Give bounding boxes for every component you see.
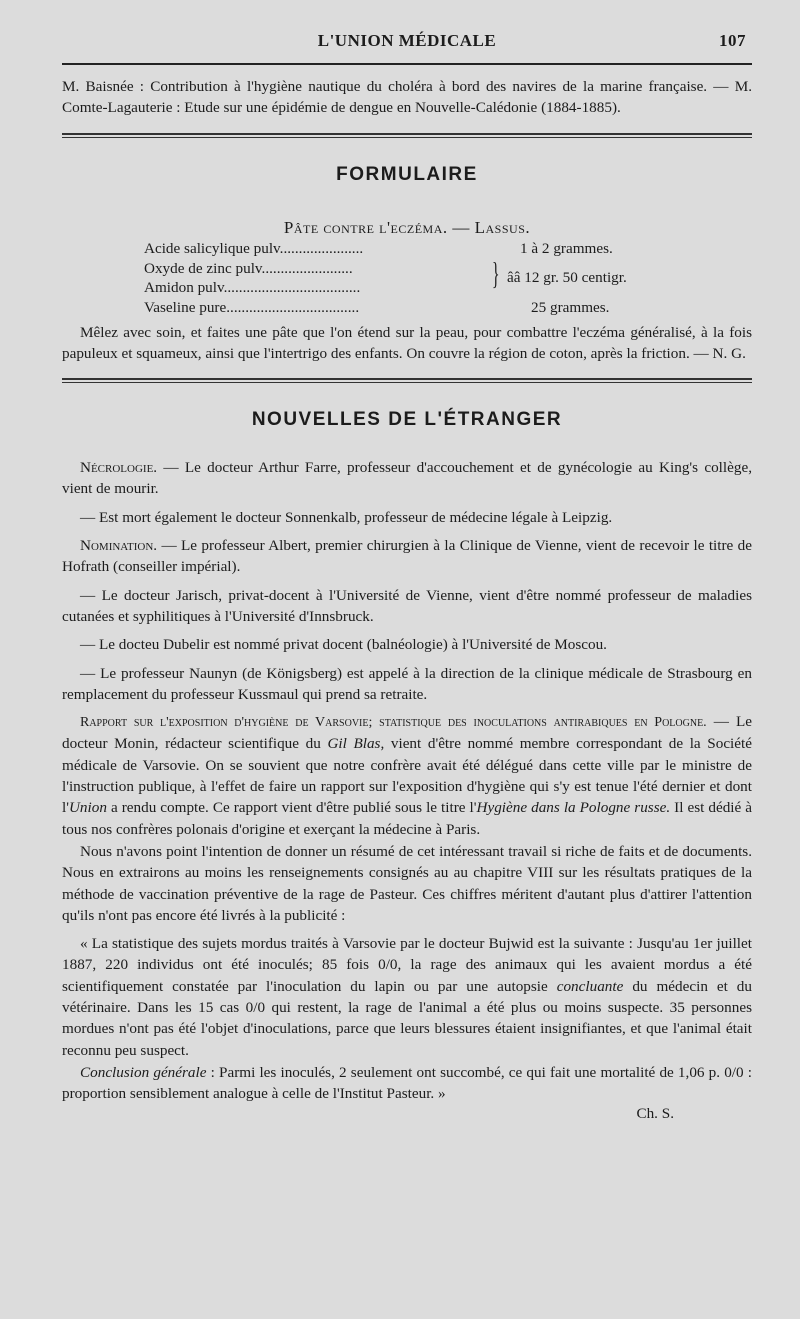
nomination-label: Nomination. xyxy=(80,537,158,555)
rapport-paragraph: Rapport sur l'exposition d'hygiène de Varsovie; statistique des inoculations antirabiques en Pologne. — Le docteur Monin, rédacteur scientifique du Gil Blas, vient d'être nommé membre correspondant de la Société médicale de Varsovie. On se souvient que notre confrère avait été délégué dans cette ville par le ministre de l'instruction publique, à l'effet de faire un rapport sur l'exposition d'hygiène qui s'y est tenue l'été dernier et dont l'Union a rendu compte. Ce rapport vient d'être publié sous le titre l'Hygiène dans la Pologne russe. Il est dédié à tous nos confrères polonais d'origine et exerçant la médecine à Paris. xyxy=(62,713,753,838)
ingredient-name: Oxyde de zinc pulv........................ xyxy=(144,259,353,277)
recipe-instructions: Mêlez avec soin, et faites une pâte que l'on étend sur la peau, pour combattre l'eczéma généralisé, à la fois papuleux et squameux, ainsi que l'intertrigo des enfants. On couvre la région de coton, après la friction. — N. G. xyxy=(62,323,752,362)
necrologie-paragraph: Nécrologie. — Le docteur Arthur Farre, professeur d'accouchement et de gynécologie au King's collège, vient de mourir. xyxy=(62,459,752,498)
news-paragraph: — Le docteu Dubelir est nommé privat docent (balnéologie) à l'Université de Moscou. xyxy=(80,636,607,654)
rapport-label: Rapport sur l'exposition d'hygiène de Varsovie; statistique des inoculations antirabiques en Pologne. xyxy=(80,715,707,731)
intro-paragraph: M. Baisnée : Contribution à l'hygiène nautique du choléra à bord des navires de la marine française. — M. Comte-Lagauterie : Etude sur une épidémie de dengue en Nouvelle-Calédonie (1884-1885). xyxy=(62,78,752,117)
section-title-formulaire: FORMULAIRE xyxy=(336,163,478,185)
ingredient-dose: 1 à 2 grammes. xyxy=(520,239,613,257)
signature: Ch. S. xyxy=(636,1104,674,1122)
ingredient-name: Acide salicylique pulv...................... xyxy=(144,239,364,257)
running-title: L'UNION MÉDICALE xyxy=(317,31,497,50)
nomination-paragraph: Nomination. — Le professeur Albert, premier chirurgien à la Clinique de Vienne, vient de recevoir le titre de Hofrath (conseiller impérial). xyxy=(62,537,752,576)
news-paragraph: — Le professeur Naunyn (de Königsberg) est appelé à la direction de la clinique médicale de Strasbourg en remplacement du professeur Kussmaul qui prend sa retraite. xyxy=(62,664,752,703)
page-header xyxy=(62,28,752,58)
page-number: 107 xyxy=(719,31,746,50)
section-title-nouvelles: NOUVELLES DE L'ÉTRANGER xyxy=(251,409,563,431)
header-rule xyxy=(62,63,752,65)
section-divider xyxy=(62,378,752,383)
news-paragraph: Nous n'avons point l'intention de donner un résumé de cet intéressant travail si riche de faits et de documents. Nous en extrairons au moins les renseignements consignés au au chapitre VIII sur les résultats pratiques de la méthode de vaccination préventive de la rage de Pasteur. Ces chiffres méritent d'autant plus d'attirer l'attention qu'ils n'ont pas encore été livrés à la publicité : xyxy=(62,842,752,924)
ingredient-dose: 25 grammes. xyxy=(531,298,610,316)
recipe-ingredients xyxy=(144,240,752,320)
quote-paragraph: « La statistique des sujets mordus traités à Varsovie par le docteur Bujwid est la suivante : Jusqu'au 1er juillet 1887, 220 individus ont été inoculés; 85 fois 0/0, la rage des animaux qui les avaient mordus a été scientifiquement constatée par l'inoculation du lapin ou par une autopsie concluante du médecin et du vétérinaire. Dans les 15 cas 0/0 qui restent, la rage de l'animal a été plus ou moins suspecte. 35 personnes mordues n'ont pas été l'objet d'inoculations, parce que leurs blessures étaient insignifiantes, et que l'animal était reconnu peu suspect. xyxy=(62,935,752,1059)
necrologie-label: Nécrologie. xyxy=(80,459,158,477)
ingredient-dose: ââ 12 gr. 50 centigr. xyxy=(507,268,627,286)
section-divider xyxy=(62,133,752,138)
news-paragraph: — Est mort également le docteur Sonnenkalb, professeur de médecine légale à Leipzig. xyxy=(80,508,613,526)
news-paragraph: — Le docteur Jarisch, privat-docent à l'Université de Vienne, vient d'être nommé professeur de maladies cutanées et syphilitiques à l'Université d'Innsbruck. xyxy=(62,586,752,625)
brace-symbol: } xyxy=(491,254,500,291)
signature-line xyxy=(62,1105,752,1127)
recipe-title: Pâte contre l'eczéma. — Lassus. xyxy=(283,217,531,237)
conclusion-paragraph: Conclusion générale : Parmi les inoculés, 2 seulement ont succombé, ce qui fait une mortalité de 1,06 p. 0/0 : proportion sensiblement analogue à celle de l'Institut Pasteur. » xyxy=(62,1063,752,1103)
conclusion-label: Conclusion générale xyxy=(80,1063,207,1081)
ingredient-name: Amidon pulv.................................... xyxy=(144,278,361,296)
ingredient-name: Vaseline pure................................... xyxy=(144,298,360,316)
